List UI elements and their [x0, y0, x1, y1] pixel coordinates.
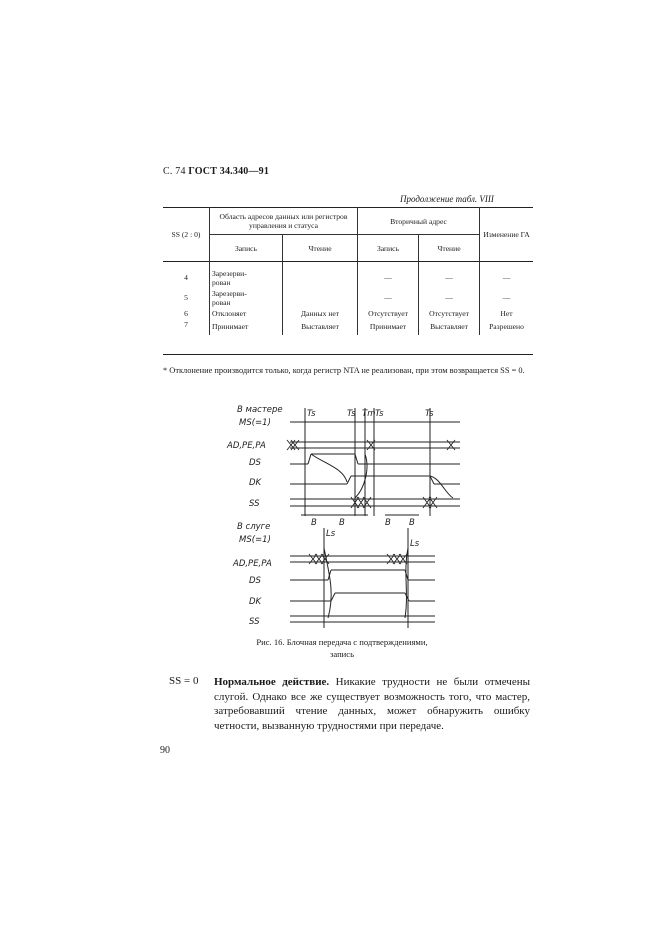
master-ms: MS(=1) — [239, 418, 271, 428]
table-continuation: Продолжение табл. VIII — [400, 194, 494, 204]
master-ds: DS — [249, 458, 261, 468]
group-secondary-header: Вторичный адрес — [358, 208, 480, 235]
footnote: * Отклонение производится только, когда регистр NTA не реализован, при этом возвращается SS = 0. — [163, 366, 525, 375]
tm-label: Tm — [362, 409, 376, 419]
timing-diagram — [225, 398, 475, 633]
slave-ds: DS — [249, 576, 261, 586]
sub-read-2: Чтение — [419, 235, 480, 262]
page-ref: С. 74 — [163, 166, 186, 177]
table-row: 4 Зарезерви- рован — — — — [163, 268, 533, 288]
table-row: 7 Принимает Выставляет Принимает Выставляет Разрешено — [163, 319, 533, 335]
standard-id: ГОСТ 34.340—91 — [188, 166, 270, 177]
b-label: B — [339, 518, 345, 528]
slave-adpepa: AD,PE,PA — [233, 559, 272, 569]
col-ss-header: SS (2 : 0) — [171, 230, 201, 239]
ls-label: Ls — [410, 539, 420, 549]
slave-ms: MS(=1) — [239, 535, 271, 545]
ls-label: Ls — [326, 529, 336, 539]
table-row: 6 Отклоняет Данных нет Отсутствует Отсутствует Нет — [163, 308, 533, 319]
table-bottom-rule — [163, 354, 533, 355]
master-title: В мастере — [237, 405, 283, 415]
group-data-header: Область адресов данных или регистров управления и статуса — [210, 208, 358, 235]
slave-dk: DK — [249, 597, 262, 607]
page-header — [163, 166, 269, 177]
table-row: 5 Зарезерви- рован — — — — [163, 288, 533, 308]
ts-label: Ts — [375, 409, 384, 419]
col-change-header: Изменение ГА — [480, 208, 534, 262]
slave-ss: SS — [249, 617, 260, 627]
sub-write-1: Запись — [210, 235, 283, 262]
b-label: B — [311, 518, 317, 528]
master-dk: DK — [249, 478, 262, 488]
b-label: B — [385, 518, 391, 528]
slave-title: В слуге — [237, 522, 271, 532]
master-ss: SS — [249, 499, 260, 509]
sub-write-2: Запись — [358, 235, 419, 262]
ss-label: SS = 0 — [169, 675, 199, 687]
ts-label: Ts — [307, 409, 316, 419]
ts-label: Ts — [347, 409, 356, 419]
ts-label: Ts — [425, 409, 434, 419]
body-paragraph: Нормальное действие. Никакие трудности не были отмечены слугой. Однако все же существует возможность того, что мастер, затребовавший чтение данных, может обнаружить ошибку четности, вызванную трудностями при передаче. — [214, 676, 531, 732]
figure-caption: Рис. 16. Блочная передача с подтверждениями, запись — [256, 637, 428, 659]
b-label: B — [409, 518, 415, 528]
page-number: 90 — [160, 745, 170, 756]
master-adpepa: AD,PE,PA — [227, 441, 266, 451]
sub-read-1: Чтение — [283, 235, 358, 262]
ss-table — [163, 207, 533, 335]
